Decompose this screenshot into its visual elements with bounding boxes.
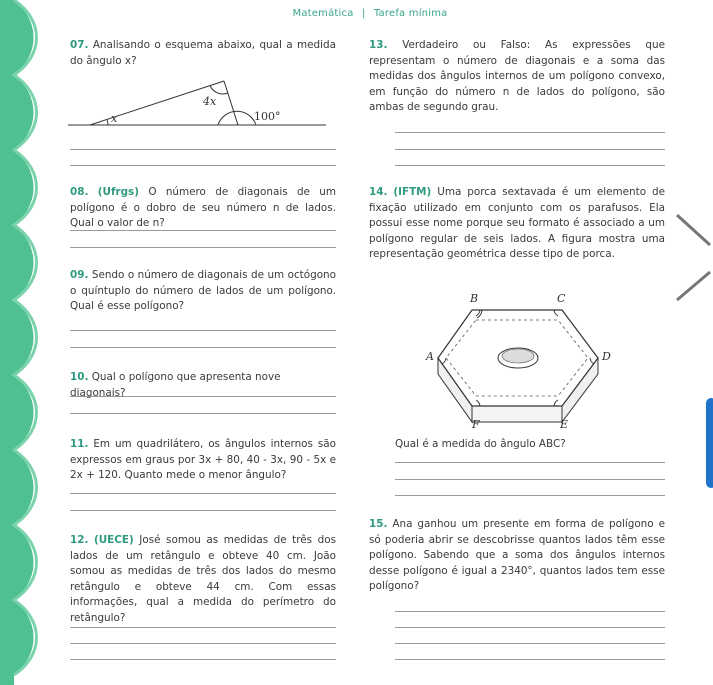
right-page-edge	[672, 0, 713, 685]
answer-line	[395, 611, 665, 612]
question-08	[70, 185, 336, 232]
question-14-prompt	[395, 437, 665, 453]
question-number: 10.	[70, 371, 89, 383]
answer-line	[395, 132, 665, 133]
label-x: x	[111, 112, 118, 125]
question-text: Sendo o número de diagonais de um octógono o quíntuplo do número de lados de um polígono. Qual é esse polígono?	[70, 269, 336, 313]
page-header	[240, 8, 500, 19]
answer-line	[70, 396, 336, 397]
question-source: (Ufrgs)	[97, 186, 139, 198]
answer-line	[395, 659, 665, 660]
answer-line	[70, 165, 336, 166]
question-11	[70, 437, 336, 484]
answer-line	[70, 493, 336, 494]
question-14	[369, 185, 665, 263]
label-4x: 4x	[203, 95, 217, 108]
angle-diagram	[68, 75, 330, 135]
answer-line	[395, 479, 665, 480]
answer-line	[70, 149, 336, 150]
question-text: Analisando o esquema abaixo, qual a medida do ângulo x?	[70, 39, 336, 67]
question-text: O número de diagonais de um polígono é o dobro de seu número n de lados. Qual o valor de n?	[70, 186, 336, 230]
answer-line	[70, 659, 336, 660]
answer-line	[395, 165, 665, 166]
answer-line	[395, 149, 665, 150]
answer-line	[70, 643, 336, 644]
question-number: 15.	[369, 518, 388, 530]
label-f: F	[472, 418, 480, 430]
question-text: Ana ganhou um presente em forma de polígono e só poderia abrir se descobrisse quantos lados têm esse polígono. Sabendo que a soma dos ângulos internos desse polígono é igual a 2340°, quantos lados tem esse polígono?	[369, 518, 665, 593]
hexagonal-nut-figure	[420, 290, 620, 430]
question-07	[70, 38, 336, 69]
header-subject: Matemática	[292, 8, 354, 19]
label-100: 100°	[254, 110, 281, 123]
answer-line	[70, 413, 336, 414]
question-text: Verdadeiro ou Falso: As expressões que representam o número de diagonais e a soma das medidas dos ângulos internos de um polígono convexo, em função do número n de lados do polígono, são ambas de segundo grau.	[369, 39, 665, 114]
question-number: 12.	[70, 534, 89, 546]
question-source: (IFTM)	[393, 186, 432, 198]
question-09	[70, 268, 336, 315]
label-e: E	[560, 418, 569, 430]
label-a: A	[426, 350, 434, 363]
question-text: José somou as medidas de três dos lados de um retângulo e obteve 40 cm. João somou as medidas de três dos lados do mesmo retângulo e obteve 44 cm. Com essas informações, qual a medida do perímetro do retângulo?	[70, 534, 336, 624]
question-number: 09.	[70, 269, 89, 281]
label-b: B	[470, 292, 479, 305]
question-text: Em um quadrilátero, os ângulos internos são expressos em graus por 3x + 80, 40 - 3x, 90 - 5x e 2x + 120. Quanto mede o menor ângulo?	[70, 438, 336, 482]
answer-line	[70, 247, 336, 248]
question-number: 13.	[369, 39, 388, 51]
question-number: 11.	[70, 438, 89, 450]
answer-line	[395, 627, 665, 628]
answer-line	[70, 627, 336, 628]
header-separator: |	[361, 8, 366, 19]
question-text: Qual o polígono que apresenta nove diagonais?	[70, 371, 281, 399]
question-15	[369, 517, 665, 595]
answer-line	[70, 347, 336, 348]
header-section: Tarefa mínima	[373, 8, 448, 19]
label-c: C	[557, 292, 566, 305]
question-text: Qual é a medida do ângulo ABC?	[395, 438, 566, 450]
question-number: 14.	[369, 186, 388, 198]
answer-line	[70, 510, 336, 511]
question-13	[369, 38, 665, 116]
label-d: D	[602, 350, 611, 363]
answer-line	[70, 330, 336, 331]
answer-line	[70, 230, 336, 231]
blue-tab	[706, 398, 713, 488]
question-number: 08.	[70, 186, 89, 198]
question-source: (UECE)	[93, 534, 134, 546]
question-text: Uma porca sextavada é um elemento de fixação utilizado em conjunto com os parafusos. Ela possui esse nome porque seu formato é associado a um polígono regular de seis lados. A figura mostra uma representação geométrica desse tipo de porca.	[369, 186, 665, 261]
answer-line	[395, 643, 665, 644]
question-number: 07.	[70, 39, 89, 51]
left-decorative-border	[0, 0, 70, 685]
answer-line	[395, 495, 665, 496]
answer-line	[395, 462, 665, 463]
question-12	[70, 533, 336, 627]
